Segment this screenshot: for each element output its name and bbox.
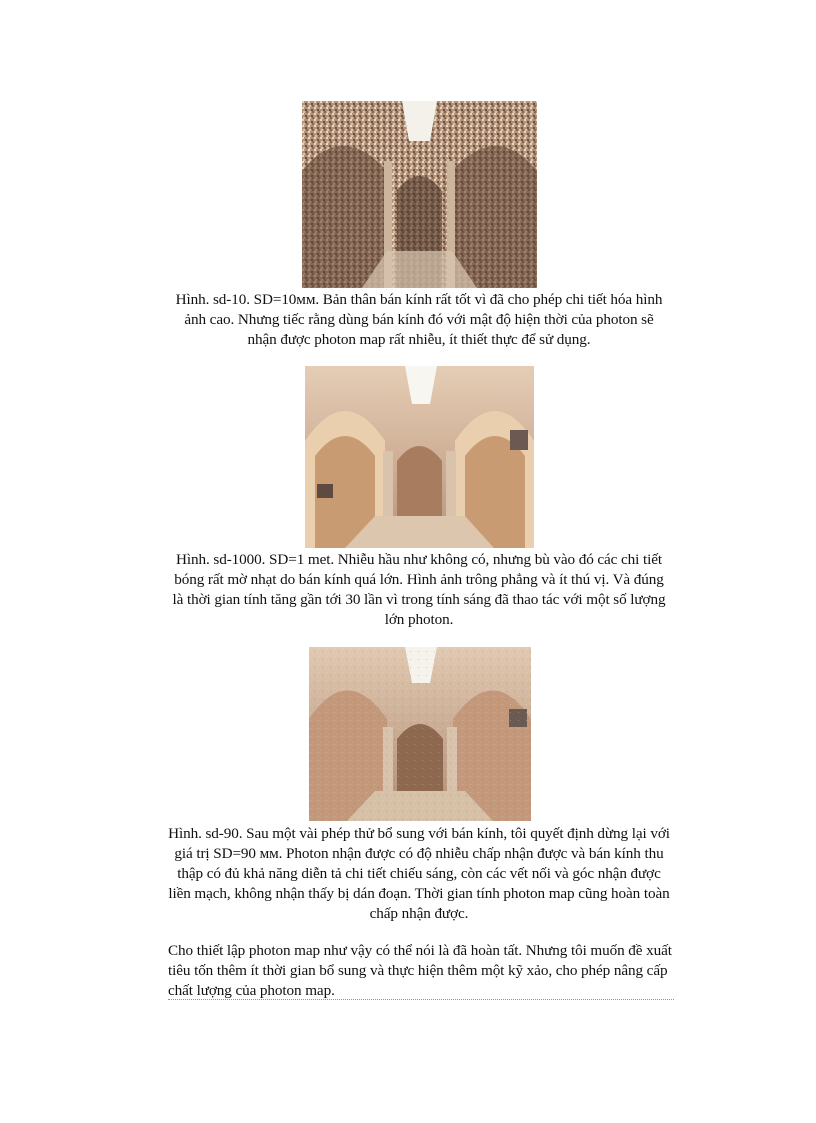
figure-1-caption: Hình. sd-10. SD=10мм. Bản thân bán kính rất tốt vì đã cho phép chi tiết hóa hình ảnh cao. Nhưng tiếc rằng dùng bán kính đó với mật độ hiện thời của photon sẽ nhận được photon map rất nhiễu, ít thiết thực để sử dụng.	[175, 291, 663, 348]
atrium-render-balanced	[309, 647, 531, 821]
figure-3-image	[309, 647, 531, 821]
atrium-render-noisy	[302, 101, 537, 288]
figure-3-caption: Hình. sd-90. Sau một vài phép thử bổ sung với bán kính, tôi quyết định dừng lại với giá trị SD=90 мм. Photon nhận được có độ nhiễu chấp nhận được và bán kính thu thập có đủ khả năng diễn tả chi tiết chiếu sáng, còn các vết nối và góc nhận được liền mạch, không nhận thấy bị dán đoạn. Thời gian tính photon map cũng hoàn toàn chấp nhận được.	[168, 825, 670, 922]
figure-1-image	[302, 101, 537, 288]
paragraph-underline	[168, 999, 674, 1000]
figure-2-image	[305, 366, 534, 548]
body-paragraph: Cho thiết lập photon map như vậy có thể nói là đã hoàn tất. Nhưng tôi muốn đề xuất tiêu tốn thêm ít thời gian bổ sung và thực hiện thêm một kỹ xảo, cho phép nâng cấp chất lượng của photon map.	[168, 942, 672, 999]
atrium-render-smooth	[305, 366, 534, 548]
figure-2-caption: Hình. sd-1000. SD=1 met. Nhiễu hầu như không có, nhưng bù vào đó các chi tiết bóng rất mờ nhạt do bán kính quá lớn. Hình ảnh trông phẳng và ít thú vị. Và đúng là thời gian tính tăng gần tới 30 lần vì trong tính sáng đã thao tác với một số lượng lớn photon.	[172, 551, 666, 628]
